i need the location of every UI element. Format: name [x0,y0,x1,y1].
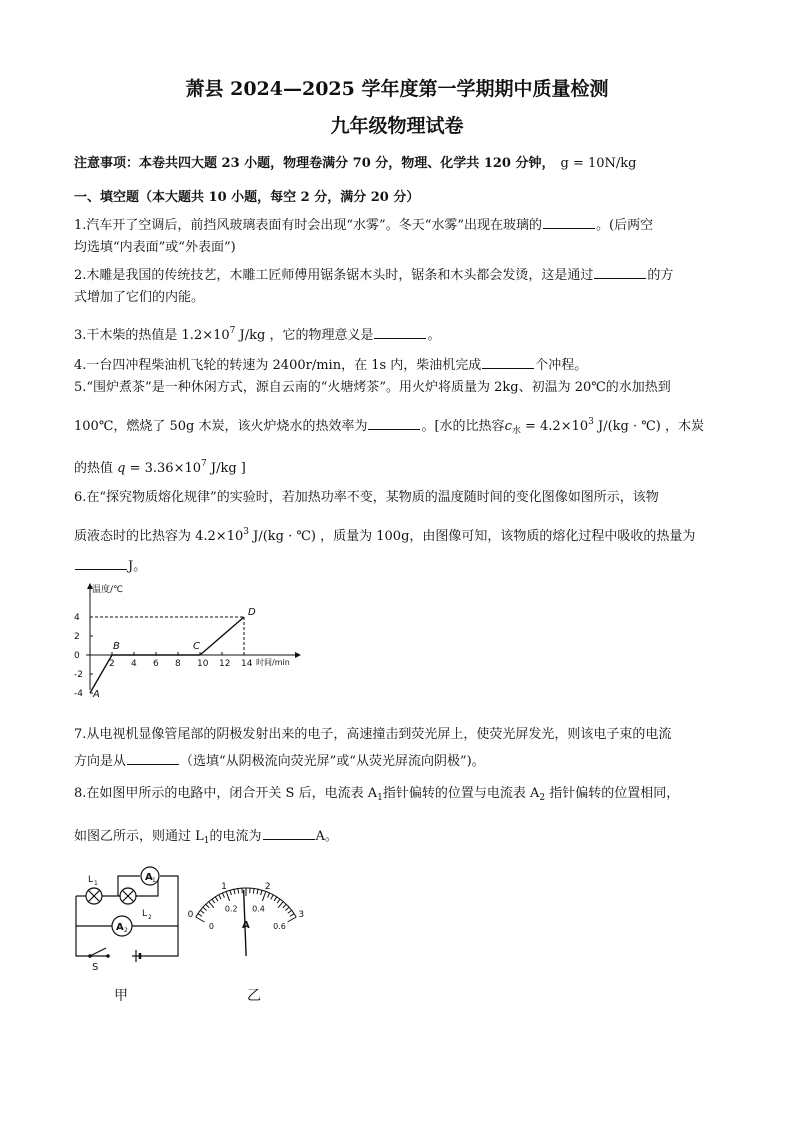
question-3 [74,323,440,344]
question-5-line-1: 5.“围炉煮茶”是一种休闲方式，源自云南的“火塘烤茶”。用火炉将质量为 2kg、初温为 20℃的水加热到 [74,380,671,395]
q8-line2-b: 的电流为 [209,829,262,844]
point-label-d: D [248,607,256,618]
label-s: S [92,962,99,972]
dial-tick [268,893,270,898]
dial-tick [198,914,202,917]
dial-tick [215,897,218,901]
q8-subscript-2: 2 [539,793,546,803]
dial-outer-label: 2 [264,881,271,892]
y-tick-label: -4 [74,689,83,698]
curve-segment [200,617,244,655]
q7-text-b: （选填“从阴极流向荧光屏”或“从荧光屏流向阴极”)。 [180,754,485,769]
q5-c-subscript: 水 [511,426,521,436]
q8-subscript-1: 1 [377,793,383,803]
q2-text-b: 的方 [647,268,674,283]
x-tick-label: 12 [219,659,231,669]
answer-blank[interactable] [127,752,179,765]
q3-text-c: 。 [427,328,441,343]
dial-tick [226,891,229,900]
dial-tick [230,890,231,895]
question-7-line-2 [74,752,485,770]
dial-tick [277,899,280,903]
x-tick-label: 2 [109,659,115,669]
y-axis-label: 温度/℃ [92,585,124,595]
q8-text-a: 8.在如图甲所示的电路中，闭合开关 S 后，电流表 A [74,786,378,801]
q5-text-d: J/(kg · ℃) ，木炭 [593,419,705,434]
question-4 [74,356,587,374]
dial-inner-label: 0 [208,922,214,931]
x-tick-label: 10 [197,659,209,669]
point-label-b: B [113,641,120,652]
curve-segment [90,655,112,693]
notice [74,156,636,172]
temperature-time-graph [70,578,310,698]
dial-tick [271,895,273,899]
y-tick-label: 0 [74,651,80,661]
q4-text-a: 4.一台四冲程柴油机飞轮的转速为 2400r/min，在 1s 内，柴油机完成 [74,358,482,373]
q6-text-b: J/(kg · ℃) ，质量为 100g，由图像可知，该物质的熔化过程中吸收的热量为 [248,529,696,544]
dial-tick [219,895,221,899]
ammeter-a1-icon [141,867,159,885]
ammeter-dial [184,866,314,956]
dial-tick [209,902,214,908]
dial-tick [288,917,297,922]
circuit-diagram [68,864,188,972]
question-5-line-3 [74,456,246,477]
caption-jia: 甲 [114,988,128,1004]
q2-text-a: 2.木雕是我国的传统技艺，木雕工匠师傅用锯条锯木头时，锯条和木头都会发烫，这是通过 [74,268,594,283]
dial-outer-label: 0 [187,910,194,920]
x-tick-label: 6 [153,659,159,669]
y-tick-label: -2 [74,670,83,680]
answer-blank[interactable] [75,557,127,570]
dial-outer-label: 1 [221,881,227,892]
dial-tick [206,904,209,908]
q5-line3-b: = 3.36×10 [125,461,202,476]
dial-tick [200,910,204,913]
dial-tick [196,917,205,922]
dial-unit: A [242,920,250,931]
notice-g: g = 10N/kg [560,156,637,171]
x-axis-label: 时间/min [256,658,290,667]
q5-text-b: 。[水的比热容 [421,419,505,434]
dial-tick [285,907,289,910]
q8-line2-c: A。 [315,829,338,844]
q5-exponent: 3 [588,417,594,427]
dial-tick [234,889,235,894]
label-l2: L [142,909,148,919]
q4-text-b: 个冲程。 [535,358,588,373]
dial-inner-label: 0.4 [252,904,265,914]
q8-text-b: 指针偏转的位置与电流表 A [382,786,540,801]
question-2-line-2: 式增加了它们的内能。 [74,290,205,305]
notice-label: 注意事项： [74,156,140,171]
dial-tick [222,893,224,898]
dial-tick [238,889,239,894]
q8-line2-a: 如图乙所示，则通过 L [74,829,204,844]
question-6-line-3 [74,557,146,575]
dial-inner-label: 0.6 [273,922,286,931]
exam-subtitle: 九年级物理试卷 [330,115,464,137]
dial-tick [274,897,277,901]
section-heading: 一、填空题（本大题共 10 小题，每空 2 分，满分 20 分） [74,190,420,205]
caption-yi: 乙 [247,988,261,1004]
q6-text-a: 质液态时的比热容为 4.2×10 [74,529,244,544]
svg-text:2: 2 [148,914,152,921]
notice-text: 本卷共四大题 23 小题，物理卷满分 70 分，物理、化学共 120 分钟， [139,156,555,171]
a2-subscript: 2 [124,927,128,934]
ammeter-a2-icon [112,916,132,936]
question-6-line-2 [74,524,695,545]
question-1-line-2: 均选填“内表面”或“外表面”) [74,240,236,255]
svg-text:1: 1 [94,880,98,887]
answer-blank[interactable] [374,326,426,339]
dial-tick [203,907,207,910]
q5-text-a: 100℃，燃烧了 50g 木炭，该火炉烧水的热效率为 [74,419,368,434]
dial-tick [261,890,262,895]
question-1-line-1 [74,216,653,234]
x-tick-label: 4 [131,659,137,669]
q8-text-c: 指针偏转的位置相同， [545,786,680,801]
svg-text:A: A [116,922,124,933]
q3-text-a: 3.干木柴的热值是 1.2×10 [74,328,230,343]
question-8-line-1 [74,786,679,806]
question-2-line-1 [74,266,673,284]
dial-tick [283,904,286,908]
label-l1: L [88,875,94,885]
point-label-c: C [193,641,200,652]
dial-tick [290,914,294,917]
dial-tick [262,891,265,900]
y-tick-label: 4 [74,613,80,623]
q8-line2-subscript: 1 [203,836,210,846]
q1-text-a: 1.汽车开了空调后，前挡风玻璃表面有时会出现“水雾”。冬天“水雾”出现在玻璃的 [74,218,542,233]
dial-tick [257,889,258,894]
q1-text-b: 。(后两空 [596,218,654,233]
q6-exponent: 3 [243,527,249,537]
svg-text:A: A [145,872,153,883]
dial-tick [288,910,292,913]
question-8-line-2 [74,827,338,849]
q3-text-b: J/kg ，它的物理意义是 [235,328,374,343]
question-5-line-2 [74,414,704,439]
q5-line3-exponent: 7 [201,459,207,469]
a1-subscript: 1 [152,877,156,884]
answer-blank[interactable] [594,266,646,279]
dial-tick [278,902,283,908]
q5-text-c: = 4.2×10 [520,419,589,434]
exam-title: 萧县 2024—2025 学年度第一学期期中质量检测 [185,78,609,100]
answer-blank[interactable] [263,827,315,840]
question-6-line-1: 6.在“探究物质熔化规律”的实验时，若加热功率不变，某物质的温度随时间的变化图像如图所示，该物 [74,490,659,505]
q7-text-a: 方向是从 [74,754,127,769]
dial-tick [212,899,215,903]
answer-blank[interactable] [543,216,595,229]
x-tick-label: 14 [241,659,253,669]
dial-inner-label: 0.2 [224,904,238,914]
bulb-l1-icon [86,888,102,904]
dial-outer-label: 3 [298,910,305,920]
q5-q-symbol: q [117,461,126,476]
dial-tick [253,889,254,894]
q5-c-symbol: c [504,419,512,434]
q3-exponent: 7 [229,326,236,336]
y-tick-label: 2 [74,632,80,642]
question-7-line-1: 7.从电视机显像管尾部的阴极发射出来的电子，高速撞击到荧光屏上，使荧光屏发光，则该电子束的电流 [74,727,672,742]
answer-blank[interactable] [482,356,534,369]
q5-line3-a: 的热值 [74,461,118,476]
answer-blank[interactable] [368,417,420,430]
q5-line3-c: J/kg ] [206,461,246,476]
bulb-l2-icon [120,888,136,904]
point-label-a: A [93,689,100,698]
q6-text-c: J。 [128,559,147,574]
x-tick-label: 8 [175,659,181,669]
